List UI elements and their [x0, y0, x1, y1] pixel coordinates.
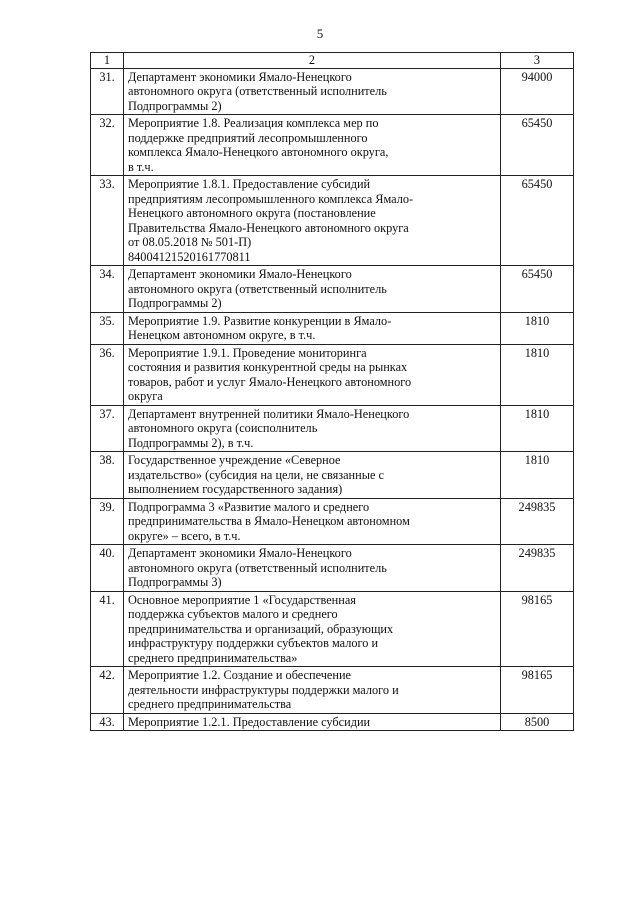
row-description: Государственное учреждение «Северное издательство» (субсидия на цели, не связанные с выполнением государственного задания) [124, 452, 501, 499]
table-row [91, 667, 574, 714]
row-amount: 1810 [501, 405, 574, 452]
budget-table [90, 52, 574, 731]
table-row [91, 405, 574, 452]
row-number: 38. [91, 452, 124, 499]
row-amount: 65450 [501, 266, 574, 313]
page-number: 5 [316, 26, 324, 41]
row-amount: 94000 [501, 68, 574, 115]
row-number: 36. [91, 344, 124, 405]
table-row [91, 545, 574, 592]
table-row [91, 176, 574, 266]
row-description: Основное мероприятие 1 «Государственная поддержка субъектов малого и среднего предпринимательства и организаций, образующих инфраструктуру поддержки субъектов малого и среднего предпринимательства» [124, 591, 501, 667]
table-row [91, 115, 574, 176]
row-number: 32. [91, 115, 124, 176]
row-number: 40. [91, 545, 124, 592]
table-header-row [91, 53, 574, 69]
row-description: Мероприятие 1.8. Реализация комплекса мер по поддержке предприятий лесопромышленного комплекса Ямало-Ненецкого автономного округа, в т.ч. [124, 115, 501, 176]
row-description: Департамент экономики Ямало-Ненецкого автономного округа (ответственный исполнитель Подпрограммы 2) [124, 68, 501, 115]
table-row [91, 344, 574, 405]
table-row [91, 452, 574, 499]
row-number: 31. [91, 68, 124, 115]
table-row [91, 498, 574, 545]
table-row [91, 713, 574, 731]
table-row [91, 266, 574, 313]
column-header-3: 3 [501, 53, 574, 69]
row-description: Мероприятие 1.8.1. Предоставление субсидий предприятиям лесопромышленного комплекса Ямало- Ненецкого автономного округа (постановление Правительства Ямало-Ненецкого автономного округа от 08.05.2018 № 501-П) 84004121520161770811 [124, 176, 501, 266]
row-description: Подпрограмма 3 «Развитие малого и среднего предпринимательства в Ямало-Ненецком автономном округе» – всего, в т.ч. [124, 498, 501, 545]
row-amount: 249835 [501, 545, 574, 592]
row-description: Департамент экономики Ямало-Ненецкого автономного округа (ответственный исполнитель Подпрограммы 2) [124, 266, 501, 313]
table-row [91, 591, 574, 667]
row-description: Мероприятие 1.9. Развитие конкуренции в Ямало- Ненецком автономном округе, в т.ч. [124, 312, 501, 344]
row-amount: 65450 [501, 176, 574, 266]
column-header-2: 2 [124, 53, 501, 69]
row-description: Мероприятие 1.9.1. Проведение мониторинга состояния и развития конкурентной среды на рынках товаров, работ и услуг Ямало-Ненецкого автономного округа [124, 344, 501, 405]
row-number: 34. [91, 266, 124, 313]
row-amount: 1810 [501, 452, 574, 499]
table-row [91, 68, 574, 115]
row-number: 35. [91, 312, 124, 344]
row-description: Мероприятие 1.2. Создание и обеспечение деятельности инфраструктуры поддержки малого и среднего предпринимательства [124, 667, 501, 714]
row-number: 42. [91, 667, 124, 714]
table-row [91, 312, 574, 344]
row-amount: 1810 [501, 344, 574, 405]
row-amount: 65450 [501, 115, 574, 176]
row-amount: 98165 [501, 667, 574, 714]
row-description: Департамент экономики Ямало-Ненецкого автономного округа (ответственный исполнитель Подпрограммы 3) [124, 545, 501, 592]
row-number: 43. [91, 713, 124, 731]
row-number: 41. [91, 591, 124, 667]
row-amount: 98165 [501, 591, 574, 667]
column-header-1: 1 [91, 53, 124, 69]
row-description: Департамент внутренней политики Ямало-Ненецкого автономного округа (соисполнитель Подпрограммы 2), в т.ч. [124, 405, 501, 452]
row-description: Мероприятие 1.2.1. Предоставление субсидии [124, 713, 501, 731]
row-number: 37. [91, 405, 124, 452]
row-amount: 249835 [501, 498, 574, 545]
row-number: 39. [91, 498, 124, 545]
row-amount: 8500 [501, 713, 574, 731]
row-amount: 1810 [501, 312, 574, 344]
row-number: 33. [91, 176, 124, 266]
